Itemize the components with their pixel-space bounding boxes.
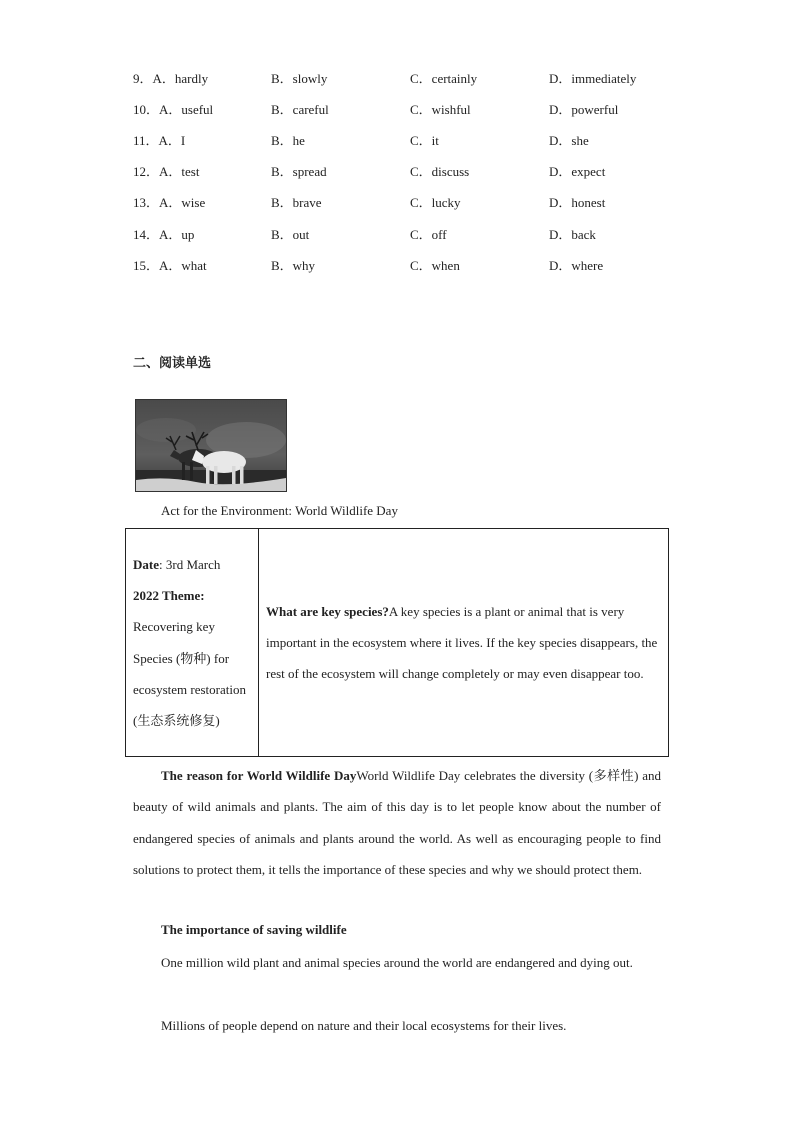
question-10-options xyxy=(133,99,693,119)
option-b: B．slowly xyxy=(271,71,328,86)
option-a: 15．A．what xyxy=(133,258,207,273)
option-c: C．lucky xyxy=(410,195,461,210)
theme-value: Recovering key Species (物种) for ecosystem restoration (生态系统修复) xyxy=(133,619,246,729)
option-c: C．discuss xyxy=(410,164,470,179)
option-d: D．back xyxy=(549,227,596,242)
key-species-heading: What are key species? xyxy=(266,603,389,619)
date-label: Date xyxy=(133,556,159,572)
date-theme-cell xyxy=(126,529,259,757)
section-title: 二、阅读单选 xyxy=(133,356,212,371)
option-a: 9．A．hardly xyxy=(133,71,209,86)
option-d: D．where xyxy=(549,258,604,273)
reason-paragraph xyxy=(133,760,661,885)
info-table xyxy=(125,528,669,757)
option-a: 12．A．test xyxy=(133,164,200,179)
theme-label: 2022 Theme: xyxy=(133,587,205,603)
question-15-options xyxy=(133,255,693,275)
reindeer-photo xyxy=(135,399,287,492)
option-d: D．expect xyxy=(549,164,606,179)
option-a: 11．A．I xyxy=(133,133,186,148)
question-9-options xyxy=(133,68,693,88)
date-value: : 3rd March xyxy=(159,556,221,572)
option-b: B．out xyxy=(271,227,310,242)
reindeer-illustration xyxy=(136,400,286,491)
option-c: C．wishful xyxy=(410,102,471,117)
reason-heading: The reason for World Wildlife Day xyxy=(161,768,357,783)
option-c: C．it xyxy=(410,133,439,148)
option-d: D．she xyxy=(549,133,589,148)
option-a: 13．A．wise xyxy=(133,195,206,210)
option-d: D．immediately xyxy=(549,71,637,86)
millions-paragraph: Millions of people depend on nature and their local ecosystems for their lives. xyxy=(161,1018,567,1033)
question-14-options xyxy=(133,224,693,244)
option-c: C．off xyxy=(410,227,447,242)
option-b: B．why xyxy=(271,258,316,273)
question-12-options xyxy=(133,161,693,181)
one-million-paragraph: One million wild plant and animal species around the world are endangered and dying out. xyxy=(161,955,633,970)
option-a: 14．A．up xyxy=(133,227,195,242)
importance-heading: The importance of saving wildlife xyxy=(161,922,347,937)
option-b: B．spread xyxy=(271,164,327,179)
option-d: D．powerful xyxy=(549,102,619,117)
option-c: C．certainly xyxy=(410,71,478,86)
article-caption: Act for the Environment: World Wildlife Day xyxy=(161,503,398,518)
question-13-options xyxy=(133,192,693,212)
option-b: B．careful xyxy=(271,102,329,117)
question-11-options xyxy=(133,130,693,150)
option-b: B．he xyxy=(271,133,305,148)
option-a: 10．A．useful xyxy=(133,102,214,117)
key-species-text: A key species is a plant or animal that is very important in the ecosystem where it lives. If the key species disappears, the rest of the ecosystem will change completely or may even disappear too. xyxy=(266,603,658,682)
option-b: B．brave xyxy=(271,195,322,210)
key-species-cell xyxy=(259,529,669,757)
option-c: C．when xyxy=(410,258,460,273)
option-d: D．honest xyxy=(549,195,606,210)
reason-text: World Wildlife Day celebrates the diversity (多样性) and beauty of wild animals and plants. The aim of this day is to let people know about the number of endangered species of animals and plants around the world. As well as encouraging people to find solutions to protect them, it tells the importance of these species and why we should protect them. xyxy=(133,768,662,877)
